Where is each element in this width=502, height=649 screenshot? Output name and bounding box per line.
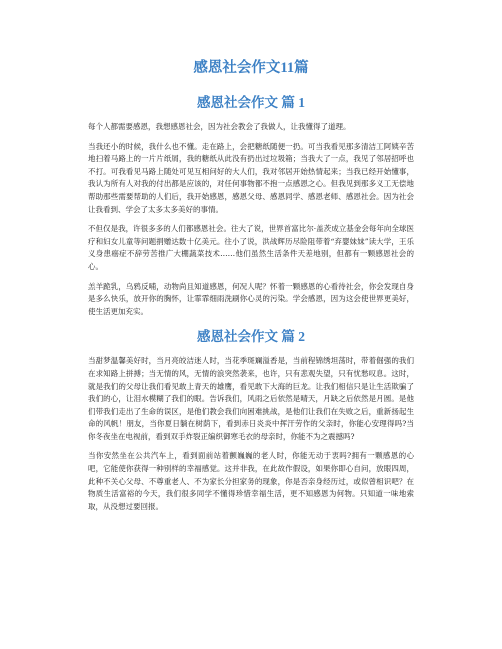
paragraph: 不但仅是我，许很多多的人们都感恩社会。往大了说，世界首富比尔·盖茨成立基金会每年向全球医疗和妇女儿童等问题捐赠达数十亿美元。往小了说，洪战辉历尽险阻带着“弃婴妹妹”读大学，王乐义身患癌症不辞劳苦推广大棚蔬菜技术……他们虽然生活条件天差地别，但都有一颗感恩社会的心。 [88, 224, 414, 271]
section-heading: 感恩社会作文 篇 2 [197, 329, 305, 345]
paragraph: 当甜梦温馨美好时，当月亮皎洁迷人时，当花季斑斓溢香是，当前程锦绣坦荡时，带着倔强的我们在求知路上拼搏；当无情的风，无情的浪突然袭来，也许，只有悲观失望，只有忧愁叹息。这时，就是我们的父母让我们看见敢上青天的雄鹰，看见敢下大海的巨龙。让我们相信只是让生活欺骗了我们的心，让泪水模糊了我们的眼。告诉我们，风雨之后依然是晴天，月缺之后依然是月圆。是他们带我们走出了生命的误区，是他们教会我们向困难挑战，是他们让我们在失败之后，重新扬起生命的风帆！朋友，当你夏日躺在树荫下，看到赤日炎炎中挥汗劳作的父亲时，你能心安理得吗?当你冬夜坐在电视前，看到双手炸裂正编织御寒毛衣的母亲时，你能不为之震撼吗? [88, 356, 414, 441]
essay-section-2 [88, 328, 414, 513]
paragraph: 羔羊跪乳，乌鸦反哺，动物尚且知道感恩，何况人呢？怀着一颗感恩的心看待社会，你会发现自身是多么快乐，放开你的胸怀，让霏霏细雨洗刷你心灵的污染。学会感恩，因为这会使世界更美好，使生活更加充实。 [88, 281, 414, 316]
paragraph: 当你安然坐在公共汽车上，看到面前站着颤巍巍的老人时，你能无动于衷吗?拥有一颗感恩的心吧，它能使你获得一种别样的幸福感觉。这并非我，在此故作假设，如果你即心自问，放眼四周，此种不关心父母、不尊重老人、不为家长分担家务的现象，你是否亲身经历过，或似曾相识吧？在物质生活富裕的今天，我们很多同学不懂得珍惜幸福生活，更不知感恩为何物。只知道一味地索取，从没想过要回报。 [88, 451, 414, 511]
paragraph: 每个人都需要感恩，我想感恩社会，因为社会教会了我做人，让我懂得了道理。 [88, 122, 351, 131]
document-title: 感恩社会作文11篇 [193, 60, 309, 76]
paragraph: 当我还小的时候，我什么也不懂。走在路上，会把糖纸随便一扔。可当我看见那多清洁工阿姨辛苦地扫着马路上的一片片纸屑，我的糖纸从此没有扔出过垃圾箱；当我大了一点，我见了邻居招呼也不打。可我看见马路上随处可见互相问好的大人们，我对邻居开始热情起来；当我已经开始懂事，我认为所有人对我的付出都是应该的，对任何事物都不抱一点感恩之心。但我见到那多义工无偿地帮助那些需要帮助的人们后，我开始感恩，感恩父母、感恩同学、感恩老师、感恩社会。因为社会让我看到、学会了太多太多美好的事情。 [88, 141, 414, 214]
section-heading: 感恩社会作文 篇 1 [197, 95, 305, 110]
essay-section-1 [88, 94, 414, 318]
